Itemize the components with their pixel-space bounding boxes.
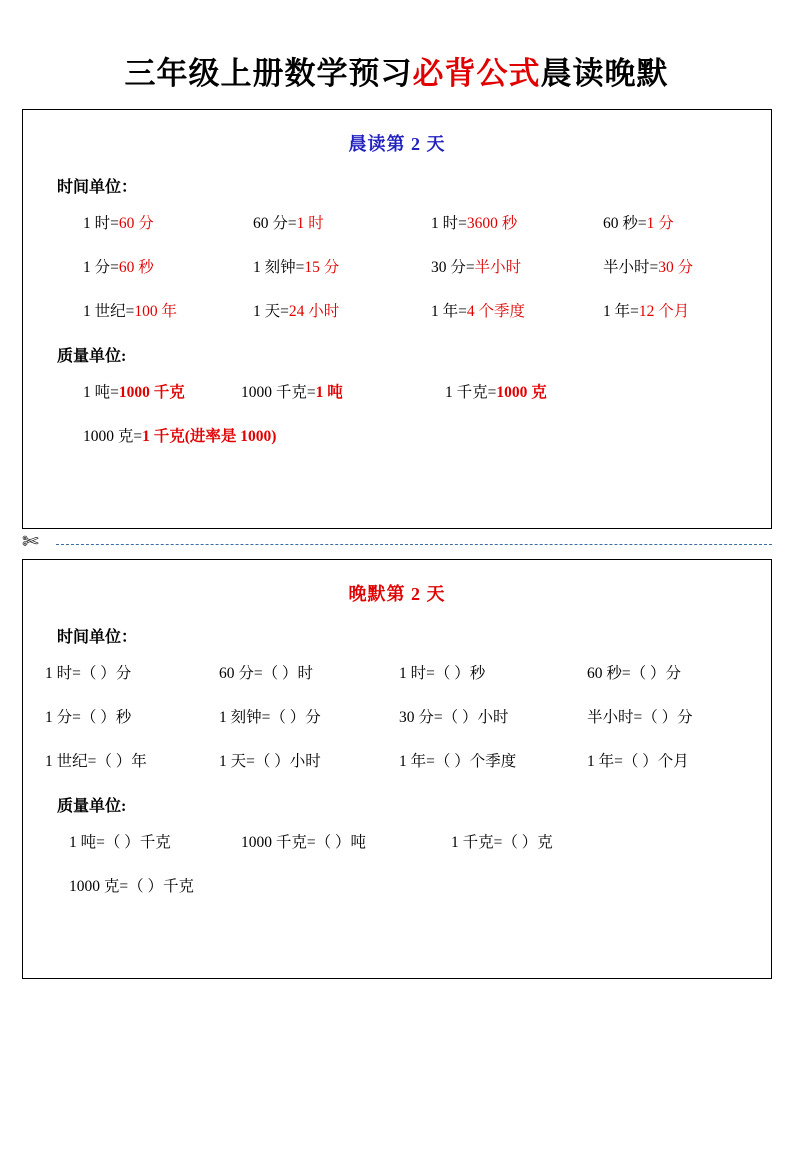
blank-formula[interactable]: 1 时=（ ）分 — [45, 665, 132, 682]
blank-formula[interactable]: 1 千克=（ ）克 — [451, 834, 553, 851]
formula-answer: 1 吨 — [315, 384, 343, 401]
formula-question: 1000 克= — [83, 428, 143, 445]
evening-mass-unit-label: 质量单位: — [57, 798, 127, 815]
morning-mass-row — [41, 380, 753, 402]
formula-cell — [431, 299, 603, 321]
formula-question: 1 分= — [83, 259, 119, 276]
formula-answer: 1000 千克 — [118, 384, 185, 401]
morning-heading: 晨读第 2 天 — [348, 134, 446, 154]
formula-cell — [241, 380, 445, 402]
formula-answer: 半小时 — [474, 259, 522, 276]
formula-question: 1 时= — [83, 215, 119, 232]
evening-mass-row — [41, 830, 753, 852]
morning-time-row — [41, 299, 753, 321]
formula-answer: 100 年 — [134, 303, 178, 320]
formula-cell — [603, 211, 773, 233]
formula-cell — [83, 424, 276, 446]
formula-question: 30 分= — [431, 259, 475, 276]
blank-formula[interactable]: 1 世纪=（ ）年 — [45, 753, 147, 770]
formula-answer: 4 个季度 — [466, 303, 526, 320]
formula-cell — [253, 299, 431, 321]
blank-formula[interactable]: 1 年=（ ）个月 — [587, 753, 689, 770]
blank-formula[interactable]: 30 分=（ ）小时 — [399, 709, 509, 726]
blank-formula[interactable]: 60 秒=（ ）分 — [587, 665, 681, 682]
evening-mass-row-last — [41, 874, 753, 896]
formula-cell — [41, 211, 253, 233]
evening-time-row — [41, 705, 753, 727]
formula-question: 1 年= — [431, 303, 467, 320]
formula-answer: 15 分 — [304, 259, 340, 276]
evening-heading: 晚默第 2 天 — [348, 584, 446, 604]
formula-question: 1 天= — [253, 303, 289, 320]
blank-formula[interactable]: 60 分=（ ）时 — [219, 665, 313, 682]
formula-question: 1 刻钟= — [253, 259, 305, 276]
formula-answer: 30 分 — [658, 259, 694, 276]
formula-answer: 1000 克 — [496, 384, 547, 401]
formula-question: 半小时= — [603, 259, 659, 276]
worksheet-page — [0, 48, 793, 1170]
blank-formula[interactable]: 1 天=（ ）小时 — [219, 753, 321, 770]
formula-cell — [41, 380, 241, 402]
formula-cell — [253, 255, 431, 277]
blank-formula[interactable]: 1 刻钟=（ ）分 — [219, 709, 321, 726]
page-title-part1: 三年级上册数学预习 — [124, 56, 413, 91]
formula-answer: 12 个月 — [638, 303, 690, 320]
blank-formula[interactable]: 1000 克=（ ）千克 — [69, 878, 194, 895]
formula-cell — [603, 255, 773, 277]
formula-answer: 1 时 — [296, 215, 324, 232]
evening-time-row — [41, 661, 753, 683]
evening-dictation-box — [22, 559, 772, 979]
blank-formula[interactable]: 1 年=（ ）个季度 — [399, 753, 517, 770]
blank-formula[interactable]: 1000 千克=（ ）吨 — [241, 834, 366, 851]
page-title — [22, 48, 771, 93]
formula-answer: 1 千克(进率是 1000) — [142, 428, 277, 445]
blank-formula[interactable]: 1 时=（ ）秒 — [399, 665, 486, 682]
dashed-divider — [56, 544, 772, 545]
formula-question: 1 时= — [431, 215, 467, 232]
formula-question: 1000 千克= — [241, 384, 316, 401]
formula-cell — [41, 255, 253, 277]
formula-question: 60 秒= — [603, 215, 647, 232]
blank-formula[interactable]: 1 分=（ ）秒 — [45, 709, 132, 726]
formula-cell — [445, 380, 635, 402]
formula-question: 1 世纪= — [83, 303, 135, 320]
formula-question: 1 年= — [603, 303, 639, 320]
morning-reading-box — [22, 109, 772, 529]
formula-question: 1 千克= — [445, 384, 497, 401]
morning-time-unit-label: 时间单位： — [57, 179, 138, 196]
blank-formula[interactable]: 1 吨=（ ）千克 — [69, 834, 171, 851]
formula-cell — [431, 255, 603, 277]
formula-cell — [603, 299, 773, 321]
formula-answer: 1 分 — [646, 215, 674, 232]
formula-answer: 60 秒 — [118, 259, 154, 276]
morning-time-row — [41, 211, 753, 233]
evening-time-unit-label: 时间单位： — [57, 629, 138, 646]
morning-mass-unit-label: 质量单位: — [57, 348, 127, 365]
evening-time-row — [41, 749, 753, 771]
page-title-highlight: 必背公式 — [412, 56, 541, 91]
formula-cell — [431, 211, 603, 233]
blank-formula[interactable]: 半小时=（ ）分 — [587, 709, 693, 726]
formula-answer: 24 小时 — [288, 303, 340, 320]
formula-cell — [253, 211, 431, 233]
morning-mass-row-last — [41, 424, 753, 446]
page-title-part2: 晨读晚默 — [540, 56, 669, 91]
formula-question: 60 分= — [253, 215, 297, 232]
formula-answer: 60 分 — [118, 215, 154, 232]
scissors-icon: ✄ — [22, 531, 39, 553]
cut-line — [22, 529, 772, 559]
formula-cell — [41, 299, 253, 321]
formula-question: 1 吨= — [83, 384, 119, 401]
morning-time-row — [41, 255, 753, 277]
formula-answer: 3600 秒 — [466, 215, 518, 232]
